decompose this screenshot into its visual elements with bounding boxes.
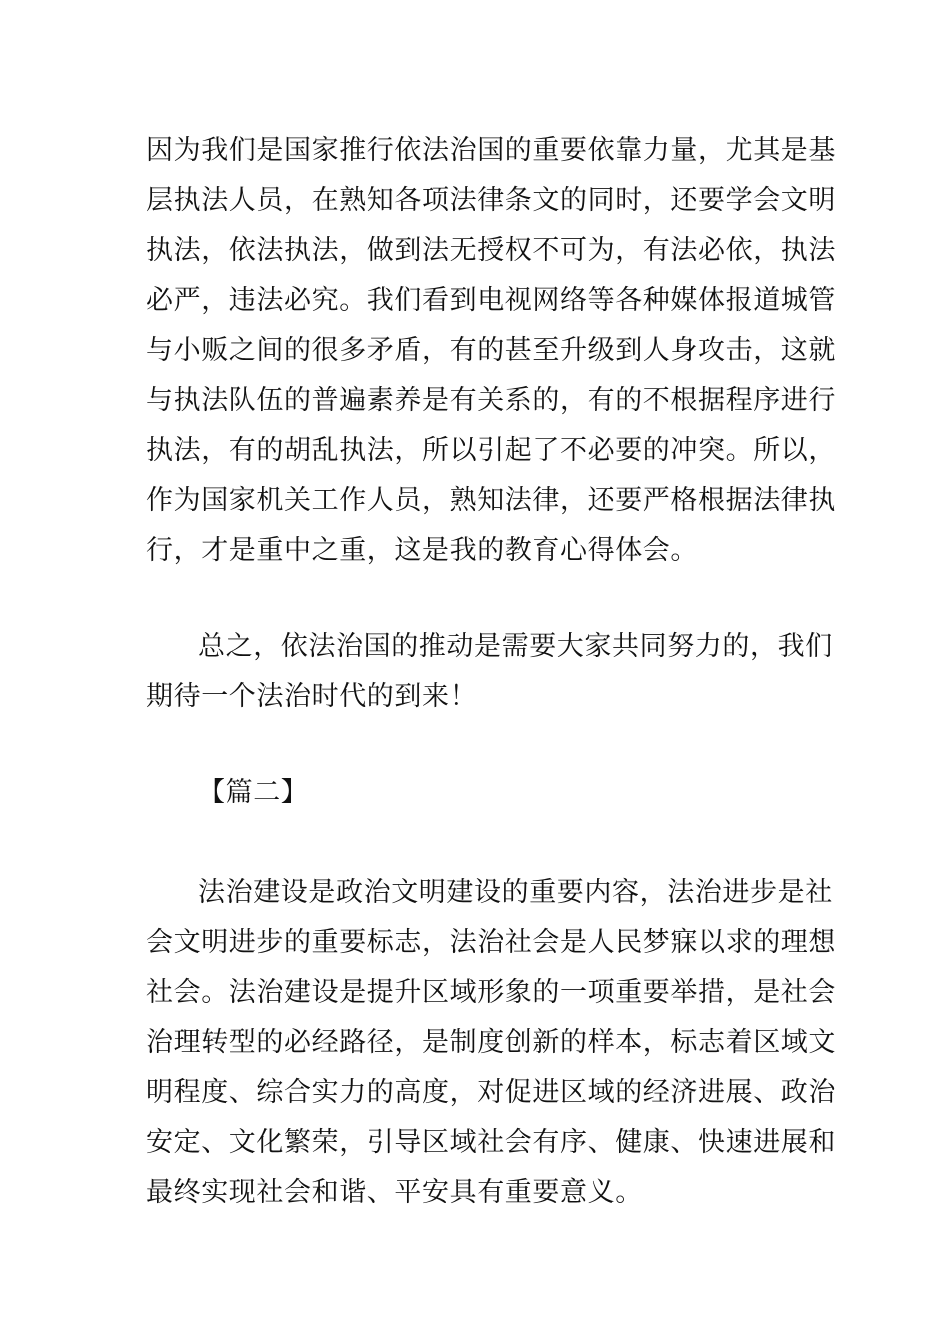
text-line: 执法，有的胡乱执法，所以引起了不必要的冲突。所以， [146, 435, 836, 466]
text-line: 总之，依法治国的推动是需要大家共同努力的，我们 [198, 631, 833, 662]
section-heading: 【篇二】 [198, 777, 309, 808]
text-line: 行，才是重中之重，这是我的教育心得体会。 [146, 535, 698, 566]
text-line: 期待一个法治时代的到来！ [146, 681, 478, 712]
text-line: 执法，依法执法，做到法无授权不可为，有法必依，执法 [146, 235, 836, 266]
text-line: 与执法队伍的普遍素养是有关系的，有的不根据程序进行 [146, 385, 836, 416]
text-line: 必严，违法必究。我们看到电视网络等各种媒体报道城管 [146, 285, 836, 316]
text-line: 与小贩之间的很多矛盾，有的甚至升级到人身攻击，这就 [146, 335, 836, 366]
text-line: 安定、文化繁荣，引导区域社会有序、健康、快速进展和 [146, 1127, 836, 1158]
text-line: 明程度、综合实力的高度，对促进区域的经济进展、政治 [146, 1077, 836, 1108]
text-line: 作为国家机关工作人员，熟知法律，还要严格根据法律执 [146, 485, 836, 516]
text-line: 社会。法治建设是提升区域形象的一项重要举措，是社会 [146, 977, 836, 1008]
text-line: 最终实现社会和谐、平安具有重要意义。 [146, 1177, 643, 1208]
text-line: 层执法人员，在熟知各项法律条文的同时，还要学会文明 [146, 185, 836, 216]
text-line: 会文明进步的重要标志，法治社会是人民梦寐以求的理想 [146, 927, 836, 958]
text-line: 因为我们是国家推行依法治国的重要依靠力量，尤其是基 [146, 135, 836, 166]
text-line: 法治建设是政治文明建设的重要内容，法治进步是社 [198, 877, 833, 908]
text-line: 治理转型的必经路径，是制度创新的样本，标志着区域文 [146, 1027, 836, 1058]
